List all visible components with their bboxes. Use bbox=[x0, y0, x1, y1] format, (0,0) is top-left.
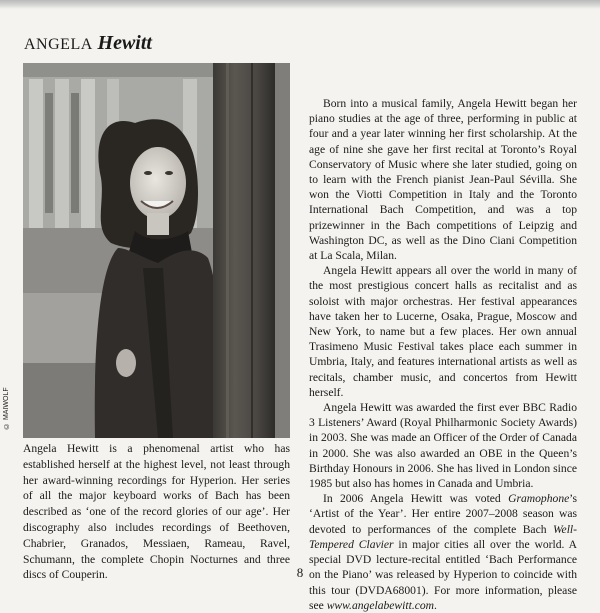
p4-text-end: . bbox=[434, 598, 437, 612]
biography-paragraph-3: Angela Hewitt was awarded the first ever BBC Radio 3 Listeners’ Award (Royal Philharmonic Society Awards) in 2003. She was made an Officer of the Order of Canada in 2000. She was also awarded an OBE in the Queen’s Birthday Honours in 2006. She has lived in London since 1985 but also has homes in Canada and Umbria. bbox=[309, 401, 577, 491]
p4-text-c: in major cities all over the world. A special DVD lecture-recital entitled ‘Bach Performance on the Piano’ was released by Hyperion to coincide with this tour (DVDA68001). For more information, please see bbox=[309, 537, 577, 612]
artist-photo-graphic bbox=[23, 63, 290, 438]
work-title: Well-Tempered Clavier bbox=[309, 522, 577, 551]
page-top-edge bbox=[0, 0, 600, 9]
magazine-title: Gramophone bbox=[508, 492, 570, 506]
biography-paragraph-2: Angela Hewitt appears all over the world in many of the most prestigious concert halls as recitalist and as soloist with major orchestras. Her festival appearances have taken her to Lucerne, Osaka, Prague, Moscow and New York, to name but a few places. Her own annual Trasimeno Music Festival takes place each summer in Umbria, Italy, and features international artists as well as recitals, chamber music, and concertos from Hewitt herself. bbox=[309, 264, 577, 399]
website-link[interactable]: www.angelabewitt.com bbox=[326, 598, 435, 612]
intro-paragraph: Angela Hewitt is a phenomenal artist who has established herself at the highest level, not least through her award-winning recordings for Hyperion. Her series of all the major keyboard works of Bach has been described as ‘one of the record glories of our age’. Her discography also includes recordings of Beethoven, Chabrier, Granados, Messiaen, Rameau, Ravel, Schumann, the complete Chopin Nocturnes and three discs of Couperin. bbox=[23, 442, 290, 582]
artist-photo bbox=[23, 63, 290, 438]
heading-last-name: Hewitt bbox=[97, 32, 152, 54]
photo-credit: © MAIWOLF bbox=[3, 387, 10, 429]
p4-text-a: In 2006 Angela Hewitt was voted bbox=[323, 492, 509, 506]
page-heading bbox=[24, 30, 152, 56]
biography-paragraph-1: Born into a musical family, Angela Hewitt began her piano studies at the age of three, performing in public at four and a year later winning her first scholarship. At the age of nine she gave her first recital at Toronto’s Royal Conservatory of Music where she later studied, going on to learn with the French pianist Jean-Paul Sévilla. She won the Viotti Competition in Italy and the Toronto International Bach Competition, and was a top prizewinner in the Bach competitions of Leipzig and Washington DC, as well as the Dino Ciani Competition at La Scala, Milan. bbox=[309, 97, 577, 263]
p4-text-b: ’s ‘Artist of the Year’. Her entire 2007–2008 season was devoted to performances of the complete Bach bbox=[309, 492, 577, 536]
right-column bbox=[309, 96, 577, 613]
page-number: 8 bbox=[296, 565, 304, 580]
heading-first-name: ANGELA bbox=[24, 36, 93, 53]
left-column bbox=[23, 441, 290, 583]
